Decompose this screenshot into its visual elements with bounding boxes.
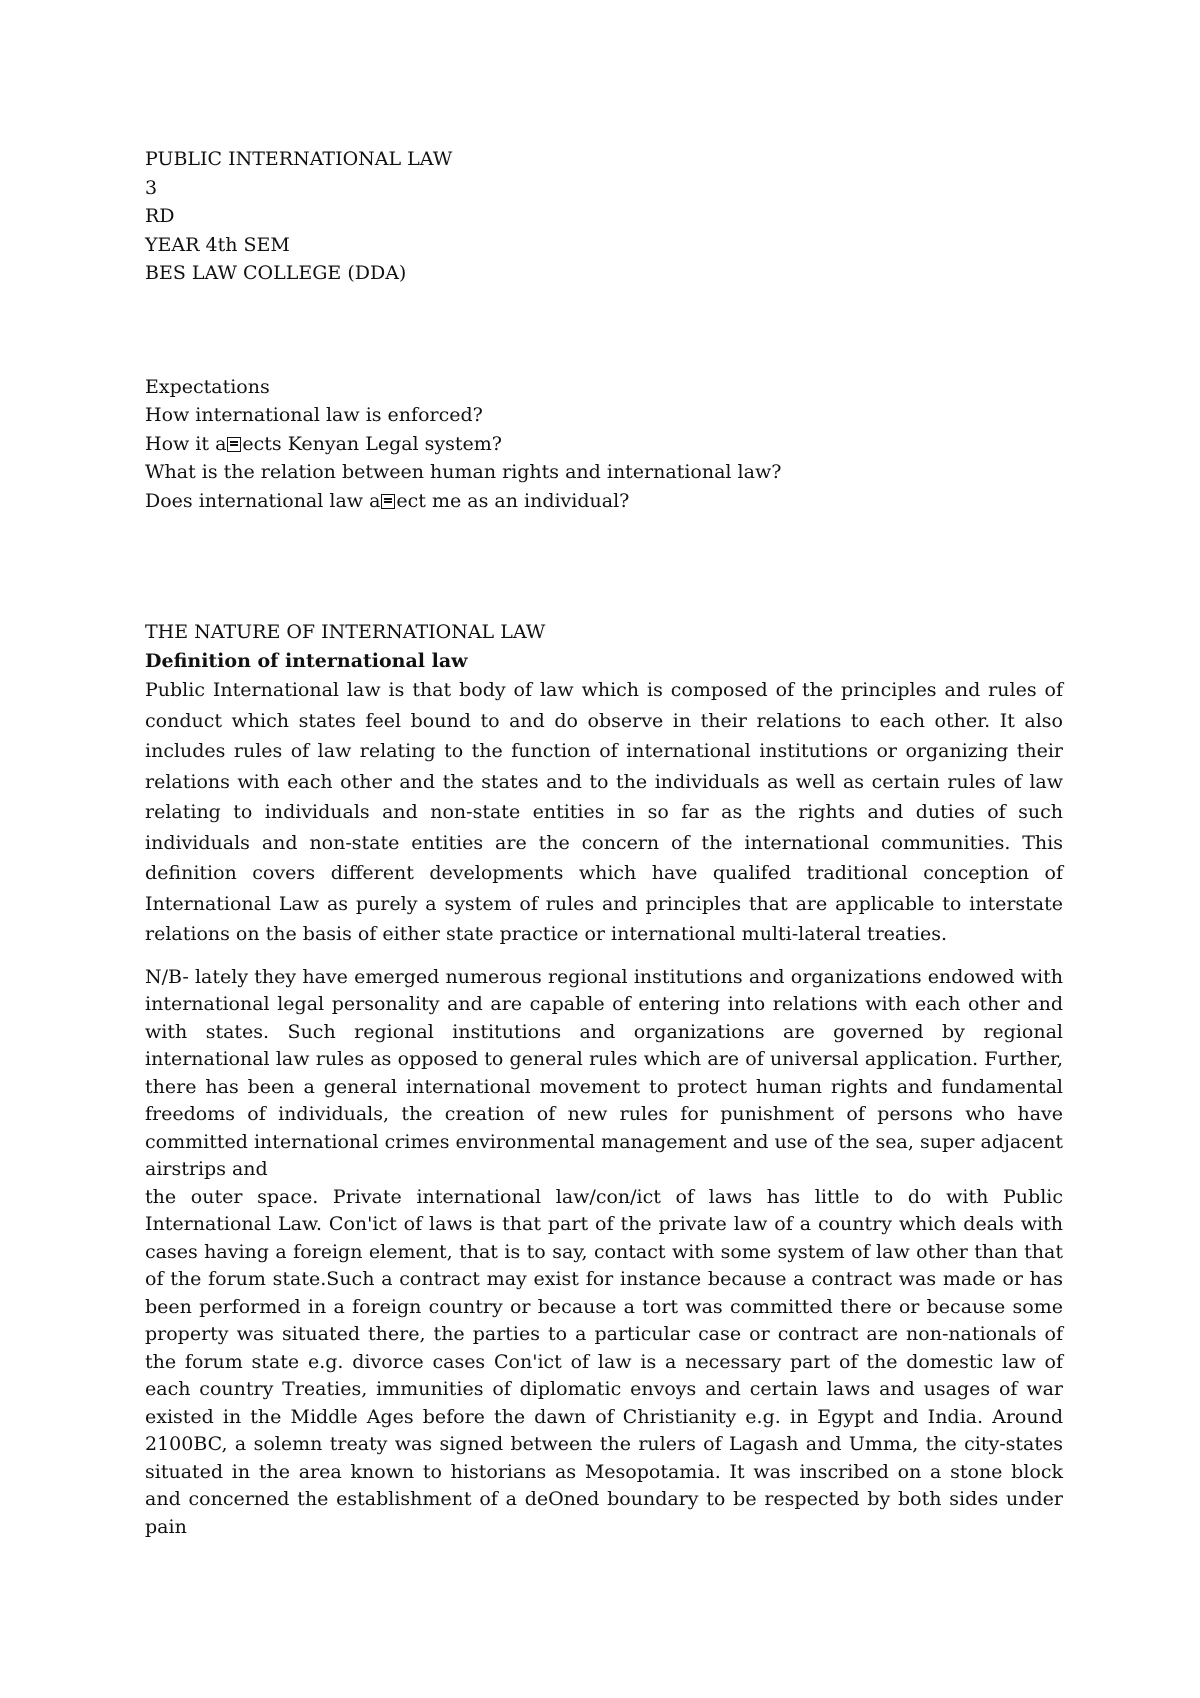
expectations-heading: Expectations — [145, 375, 270, 398]
q4-text-end: ect me as an individual? — [396, 489, 630, 512]
conflict-of-laws-paragraph: the outer space. Private international law/con/ict of laws has little to do with Public International Law. Con'ict of laws is that part of the private law of a country which deals with cases having a foreign element, that is to say, contact with some system of law other than that of the forum state.Such a contract may exist for instance because a contract was made or has been performed in a foreign country or because a tort was committed there or because some property was situated there, the parties to a particular case or contract are non-nationals of the forum state e.g. divorce cases Con'ict of law is a necessary part of the domestic law of each country Treaties, immunities of diplomatic envoys and certain laws and usages of war existed in the Middle Ages before the dawn of Christianity e.g. in Egypt and India. Around 2100BC, a solemn treaty was signed between the rulers of Lagash and Umma, the city-states situated in the area known to historians as Mesopotamia. It was inscribed on a stone block and concerned the establishment of a deOned boundary to be respected by both sides under pain — [145, 1185, 1063, 1538]
expectation-question-4 — [145, 487, 1063, 516]
nature-section — [145, 618, 1063, 1541]
missing-glyph-icon — [227, 437, 241, 452]
definition-paragraph: Public International law is that body of law which is composed of the principles and rules of conduct which states feel bound to and do observe in their relations to each other. It also includes rules of law relating to the function of international institutions or organizing their relations with each other and the states and to the individuals as well as certain rules of law relating to individuals and non-state entities in so far as the rights and duties of such individuals and non-state entities are the concern of the international communities. This definition covers different developments which have qualifed traditional conception of International Law as purely a system of rules and principles that are applicable to interstate relations on the basis of either state practice or international multi-lateral treaties. — [145, 679, 1063, 945]
year-number: 3 — [145, 176, 158, 199]
missing-glyph-icon — [381, 494, 395, 509]
expectation-question-3: What is the relation between human rights and international law? — [145, 461, 782, 483]
document-page — [145, 145, 1063, 1541]
section-subheading: Definition of international law — [145, 649, 468, 672]
college-name: BES LAW COLLEGE (DDA) — [145, 262, 407, 284]
section-heading: THE NATURE OF INTERNATIONAL LAW — [145, 621, 546, 643]
q2-text-end: ects Kenyan Legal system? — [242, 432, 502, 455]
document-header — [145, 145, 1063, 288]
expectations-section — [145, 373, 1063, 516]
course-title: PUBLIC INTERNATIONAL LAW — [145, 148, 453, 170]
year-semester: YEAR 4th SEM — [145, 233, 290, 256]
expectation-question-1: How international law is enforced? — [145, 404, 483, 426]
note-paragraph: N/B- lately they have emerged numerous regional institutions and organizations endowed with international legal personality and are capable of entering into relations with each other and with states. Such regional institutions and organizations are governed by regional international law rules as opposed to general rules which are of universal application. Further, there has been a general international movement to protect human rights and fundamental freedoms of individuals, the creation of new rules for punishment of persons who have committed international crimes environmental management and use of the sea, super adjacent airstrips and — [145, 965, 1063, 1180]
expectation-question-2 — [145, 430, 1063, 459]
q4-text-start: Does international law a — [145, 489, 381, 512]
q2-text-start: How it a — [145, 432, 227, 455]
year-suffix: RD — [145, 205, 175, 227]
